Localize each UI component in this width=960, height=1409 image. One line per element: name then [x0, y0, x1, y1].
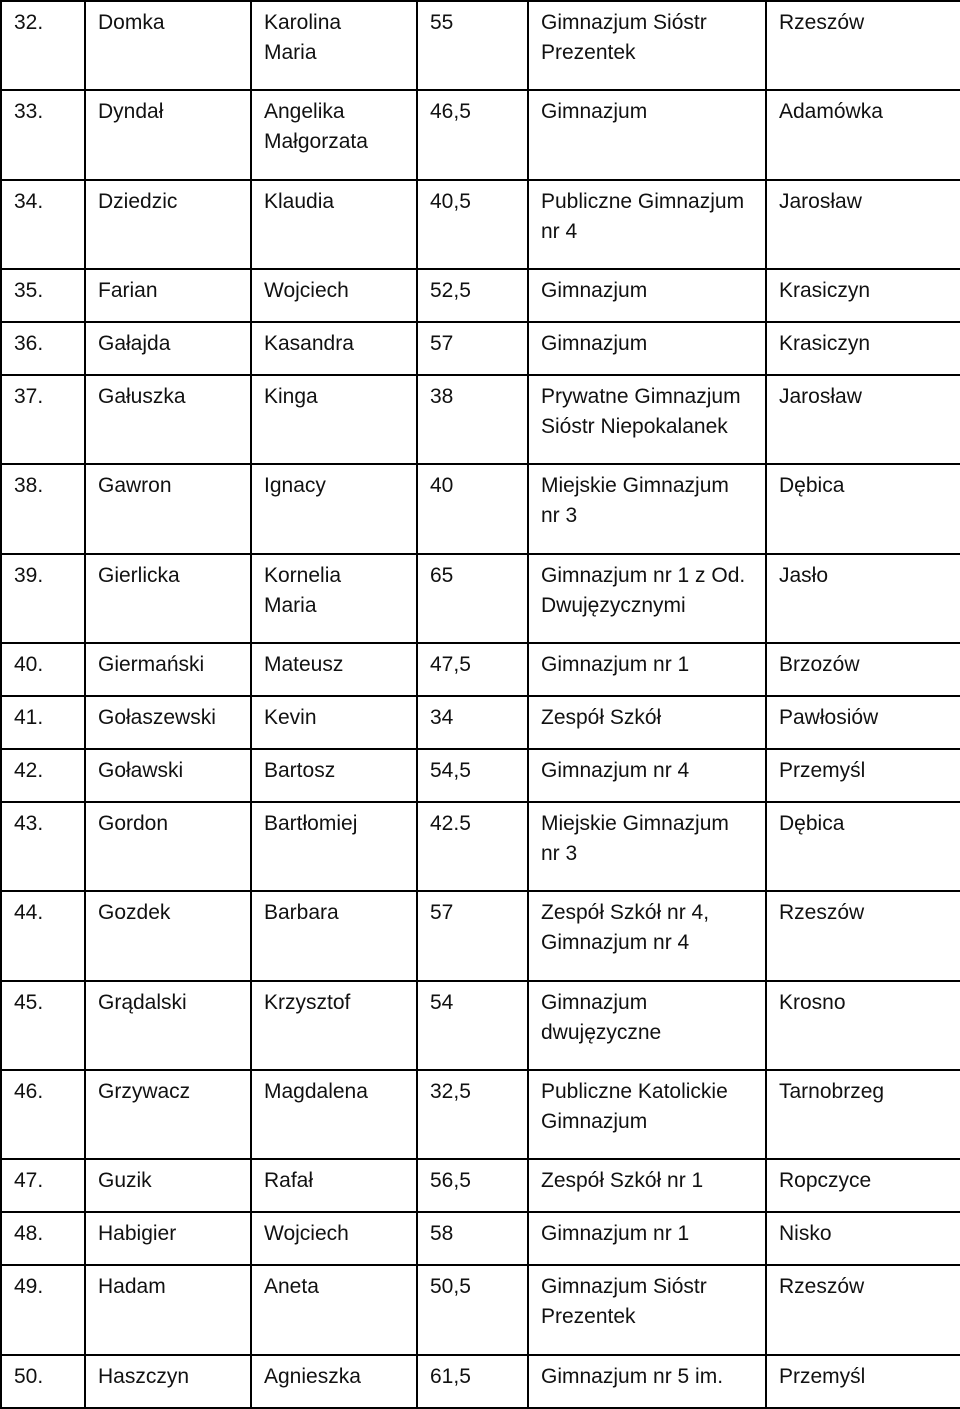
points-cell: 40,5	[417, 180, 528, 269]
city-cell: Jarosław	[766, 375, 960, 464]
city-cell: Krasiczyn	[766, 322, 960, 375]
city-cell: Pawłosiów	[766, 696, 960, 749]
school-name-cell: Gimnazjum	[528, 90, 766, 179]
table-row	[1, 1355, 960, 1408]
first-name-cell: Kornelia Maria	[251, 554, 417, 643]
school-name-cell: Gimnazjum	[528, 269, 766, 322]
points-cell: 52,5	[417, 269, 528, 322]
city-cell: Jarosław	[766, 180, 960, 269]
row-number-cell: 45.	[1, 981, 85, 1070]
row-number-cell: 32.	[1, 1, 85, 90]
city-cell: Jasło	[766, 554, 960, 643]
table-row	[1, 90, 960, 179]
row-number-cell: 39.	[1, 554, 85, 643]
school-name-cell: Gimnazjum nr 1 z Od. Dwujęzycznymi	[528, 554, 766, 643]
last-name-cell: Gierlicka	[85, 554, 251, 643]
table-row	[1, 1070, 960, 1159]
city-cell: Przemyśl	[766, 749, 960, 802]
school-name-cell: Gimnazjum Sióstr Prezentek	[528, 1, 766, 90]
table-row	[1, 375, 960, 464]
row-number-cell: 35.	[1, 269, 85, 322]
last-name-cell: Gawron	[85, 464, 251, 553]
last-name-cell: Haszczyn	[85, 1355, 251, 1408]
school-name-cell: Zespół Szkół nr 4, Gimnazjum nr 4	[528, 891, 766, 980]
school-name-cell: Miejskie Gimnazjum nr 3	[528, 464, 766, 553]
school-name-cell: Publiczne Gimnazjum nr 4	[528, 180, 766, 269]
last-name-cell: Gałuszka	[85, 375, 251, 464]
first-name-cell: Angelika Małgorzata	[251, 90, 417, 179]
first-name-cell: Klaudia	[251, 180, 417, 269]
city-cell: Dębica	[766, 464, 960, 553]
first-name-cell: Karolina Maria	[251, 1, 417, 90]
points-cell: 54,5	[417, 749, 528, 802]
last-name-cell: Farian	[85, 269, 251, 322]
row-number-cell: 36.	[1, 322, 85, 375]
first-name-cell: Agnieszka	[251, 1355, 417, 1408]
school-name-cell: Zespół Szkół nr 1	[528, 1159, 766, 1212]
points-cell: 56,5	[417, 1159, 528, 1212]
row-number-cell: 49.	[1, 1265, 85, 1354]
school-name-cell: Gimnazjum nr 1	[528, 1212, 766, 1265]
row-number-cell: 37.	[1, 375, 85, 464]
row-number-cell: 33.	[1, 90, 85, 179]
points-cell: 57	[417, 891, 528, 980]
table-row	[1, 749, 960, 802]
first-name-cell: Bartłomiej	[251, 802, 417, 891]
city-cell: Przemyśl	[766, 1355, 960, 1408]
last-name-cell: Habigier	[85, 1212, 251, 1265]
city-cell: Tarnobrzeg	[766, 1070, 960, 1159]
table-row	[1, 269, 960, 322]
first-name-cell: Wojciech	[251, 1212, 417, 1265]
row-number-cell: 34.	[1, 180, 85, 269]
last-name-cell: Grzywacz	[85, 1070, 251, 1159]
points-cell: 61,5	[417, 1355, 528, 1408]
city-cell: Krasiczyn	[766, 269, 960, 322]
row-number-cell: 48.	[1, 1212, 85, 1265]
city-cell: Dębica	[766, 802, 960, 891]
row-number-cell: 47.	[1, 1159, 85, 1212]
last-name-cell: Dyndał	[85, 90, 251, 179]
city-cell: Krosno	[766, 981, 960, 1070]
last-name-cell: Giermański	[85, 643, 251, 696]
last-name-cell: Gordon	[85, 802, 251, 891]
table-row	[1, 1, 960, 90]
city-cell: Ropczyce	[766, 1159, 960, 1212]
last-name-cell: Domka	[85, 1, 251, 90]
school-name-cell: Prywatne Gimnazjum Sióstr Niepokalanek	[528, 375, 766, 464]
first-name-cell: Bartosz	[251, 749, 417, 802]
table-row	[1, 802, 960, 891]
first-name-cell: Kasandra	[251, 322, 417, 375]
table-row	[1, 554, 960, 643]
city-cell: Adamówka	[766, 90, 960, 179]
table-row	[1, 696, 960, 749]
school-name-cell: Gimnazjum dwujęzyczne	[528, 981, 766, 1070]
points-cell: 47,5	[417, 643, 528, 696]
row-number-cell: 44.	[1, 891, 85, 980]
first-name-cell: Krzysztof	[251, 981, 417, 1070]
last-name-cell: Gozdek	[85, 891, 251, 980]
table-row	[1, 891, 960, 980]
points-cell: 58	[417, 1212, 528, 1265]
points-cell: 34	[417, 696, 528, 749]
table-row	[1, 322, 960, 375]
school-name-cell: Gimnazjum Sióstr Prezentek	[528, 1265, 766, 1354]
first-name-cell: Ignacy	[251, 464, 417, 553]
school-name-cell: Gimnazjum nr 5 im.	[528, 1355, 766, 1408]
row-number-cell: 50.	[1, 1355, 85, 1408]
school-name-cell: Publiczne Katolickie Gimnazjum	[528, 1070, 766, 1159]
school-name-cell: Gimnazjum nr 4	[528, 749, 766, 802]
first-name-cell: Kevin	[251, 696, 417, 749]
row-number-cell: 42.	[1, 749, 85, 802]
first-name-cell: Barbara	[251, 891, 417, 980]
last-name-cell: Gołaszewski	[85, 696, 251, 749]
first-name-cell: Magdalena	[251, 1070, 417, 1159]
points-cell: 40	[417, 464, 528, 553]
table-row	[1, 1265, 960, 1354]
results-table-body	[1, 1, 960, 1408]
last-name-cell: Grądalski	[85, 981, 251, 1070]
last-name-cell: Gałajda	[85, 322, 251, 375]
last-name-cell: Goławski	[85, 749, 251, 802]
city-cell: Brzozów	[766, 643, 960, 696]
points-cell: 42.5	[417, 802, 528, 891]
row-number-cell: 38.	[1, 464, 85, 553]
row-number-cell: 43.	[1, 802, 85, 891]
table-row	[1, 1159, 960, 1212]
first-name-cell: Rafał	[251, 1159, 417, 1212]
table-row	[1, 464, 960, 553]
school-name-cell: Miejskie Gimnazjum nr 3	[528, 802, 766, 891]
school-name-cell: Zespół Szkół	[528, 696, 766, 749]
first-name-cell: Wojciech	[251, 269, 417, 322]
city-cell: Rzeszów	[766, 1265, 960, 1354]
first-name-cell: Aneta	[251, 1265, 417, 1354]
school-name-cell: Gimnazjum nr 1	[528, 643, 766, 696]
row-number-cell: 41.	[1, 696, 85, 749]
first-name-cell: Mateusz	[251, 643, 417, 696]
table-row	[1, 180, 960, 269]
city-cell: Nisko	[766, 1212, 960, 1265]
school-name-cell: Gimnazjum	[528, 322, 766, 375]
city-cell: Rzeszów	[766, 891, 960, 980]
last-name-cell: Guzik	[85, 1159, 251, 1212]
row-number-cell: 46.	[1, 1070, 85, 1159]
points-cell: 46,5	[417, 90, 528, 179]
last-name-cell: Dziedzic	[85, 180, 251, 269]
first-name-cell: Kinga	[251, 375, 417, 464]
points-cell: 65	[417, 554, 528, 643]
table-row	[1, 981, 960, 1070]
points-cell: 32,5	[417, 1070, 528, 1159]
last-name-cell: Hadam	[85, 1265, 251, 1354]
points-cell: 57	[417, 322, 528, 375]
table-row	[1, 1212, 960, 1265]
points-cell: 54	[417, 981, 528, 1070]
table-row	[1, 643, 960, 696]
points-cell: 50,5	[417, 1265, 528, 1354]
row-number-cell: 40.	[1, 643, 85, 696]
city-cell: Rzeszów	[766, 1, 960, 90]
points-cell: 38	[417, 375, 528, 464]
points-cell: 55	[417, 1, 528, 90]
